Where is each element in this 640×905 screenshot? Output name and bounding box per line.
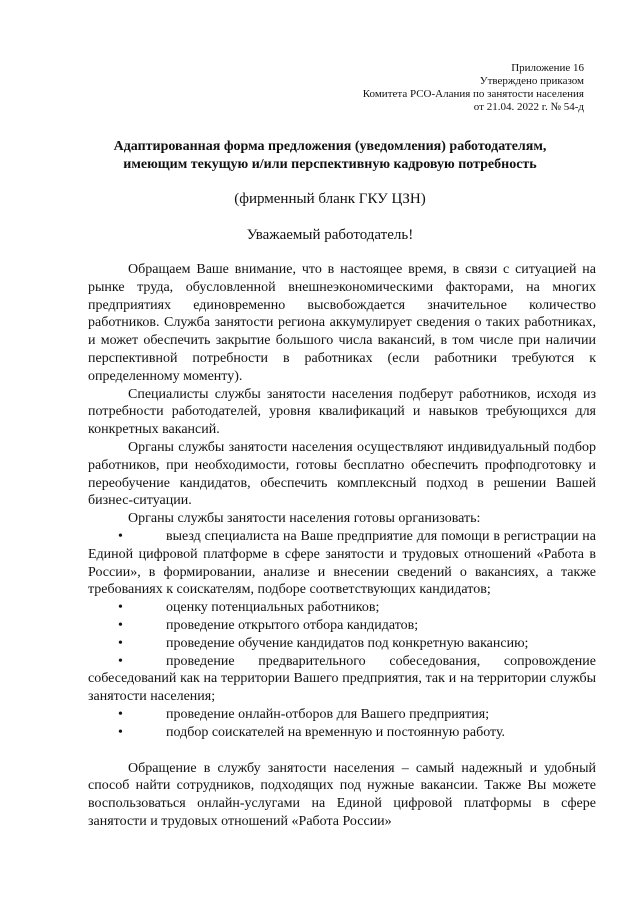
spacer	[88, 742, 596, 760]
list-item-text: подбор соискателей на временную и постоянную работу.	[166, 724, 506, 740]
list-item-text: выезд специалиста на Ваше предприятие для помощи в регистрации на Единой цифровой платформе в сфере занятости и трудовых отношений «Работа в России», в формировании, анализе и внесении сведений о вакансиях, а также требованиях к соискателям, подборе соответствующих кандидатов;	[88, 528, 596, 598]
bullet-icon: •	[118, 617, 123, 633]
bullet-icon: •	[118, 706, 123, 722]
title-line-2: имеющим текущую и/или перспективную кадровую потребность	[123, 157, 537, 172]
list-item	[88, 599, 596, 617]
appendix-header	[284, 62, 584, 114]
letter-body	[88, 261, 596, 831]
paragraph: Органы службы занятости населения готовы организовать:	[128, 511, 481, 527]
list-item-text: проведение открытого отбора кандидатов;	[166, 617, 419, 633]
bullet-icon: •	[118, 653, 123, 669]
document-title	[60, 138, 600, 174]
paragraph: Обращаем Ваше внимание, что в настоящее время, в связи с ситуацией на рынке труда, обусловленной внешнеэкономическими факторами, на многих предприятиях единовременно высвобождается значительное количество работников. Служба занятости региона аккумулирует сведения о таких работниках, и может обеспечить закрытие большого числа вакансий, в том числе при наличии перспективной потребности в работниках (если работники требуются к определенному моменту).	[88, 262, 596, 384]
letterhead-note: (фирменный бланк ГКУ ЦЗН)	[234, 191, 426, 207]
list-item-text: проведение онлайн-отборов для Вашего предприятия;	[166, 706, 490, 722]
list-item	[88, 528, 596, 599]
list-item-text: оценку потенциальных работников;	[166, 600, 380, 616]
list-item	[88, 706, 596, 724]
title-line-1: Адаптированная форма предложения (уведомления) работодателям,	[113, 139, 547, 154]
bullet-icon: •	[118, 600, 123, 616]
list-item	[88, 724, 596, 742]
list-item	[88, 653, 596, 706]
closing-paragraph: Обращение в службу занятости населения – самый надежный и удобный способ найти сотрудников, подходящих под нужные вакансии. Также Вы можете воспользоваться онлайн-услугами на Единой цифровой платформы в сфере занятости и трудовых отношений «Работа России»	[88, 760, 596, 829]
bullet-icon: •	[118, 724, 123, 740]
list-item-text: проведение обучение кандидатов под конкретную вакансию;	[166, 635, 529, 651]
list-item	[88, 635, 596, 653]
paragraph: Органы службы занятости населения осуществляют индивидуальный подбор работников, при необходимости, готовы бесплатно обеспечить профподготовку и переобучение кандидатов, обеспечить комплексный подход в решении Вашей бизнес-ситуации.	[88, 439, 596, 509]
bullet-icon: •	[118, 635, 123, 651]
appendix-number: Приложение 16	[511, 62, 584, 74]
bullet-icon: •	[118, 528, 123, 544]
paragraph: Специалисты службы занятости населения подберут работников, исходя из потребности работодателей, уровня квалификаций и навыков требующихся для конкретных вакансий.	[88, 386, 596, 438]
order-date-line: от 21.04. 2022 г. № 54-д	[473, 101, 584, 113]
salutation: Уважаемый работодатель!	[246, 227, 414, 243]
list-item-text: проведение предварительного собеседования, сопровождение собеседований как на территории Вашего предприятия, так и на территории службы занятости населения;	[88, 653, 596, 705]
approval-line: Утверждено приказом	[479, 75, 584, 87]
committee-line: Комитета РСО-Алания по занятости населения	[362, 88, 584, 100]
list-item	[88, 617, 596, 635]
